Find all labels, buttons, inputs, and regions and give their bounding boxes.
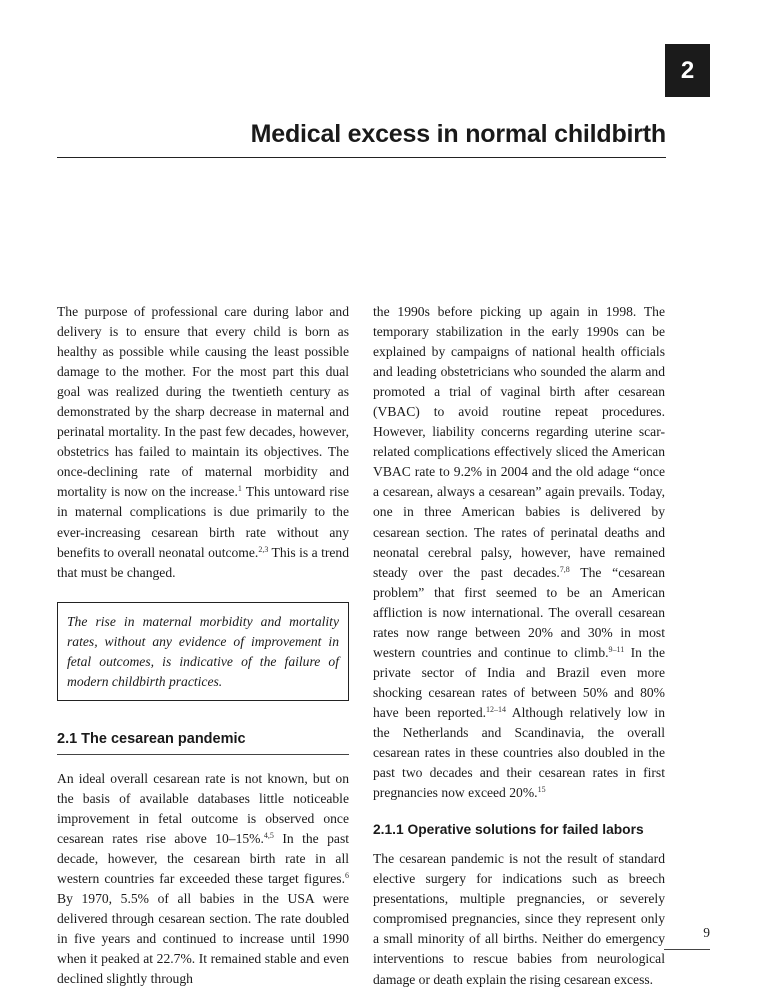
page-number-rule — [664, 949, 710, 950]
reference-marker: 6 — [345, 871, 349, 881]
title-divider — [57, 157, 666, 158]
left-column — [57, 302, 349, 989]
continued-paragraph: the 1990s before picking up again in 1998. The temporary stabilization in the early 1990s can be explained by campaigns of national health officials and leading obstetricians who sounded the alarm and promoted a trial of vaginal birth after cesarean (VBAC) to avoid routine repeat procedures. However, liability concerns regarding uterine scar-related complications effectively sliced the American VBAC rate to 9.2% in 2004 and the old adage “once a cesarean, always a cesarean” again prevails. Today, one in three American babies is delivered by cesarean section. The rates of perinatal deaths and neonatal cerebral palsy, however, have remained steady over the past decades.$^{7,8}$ The “cesarean problem” that first seemed to be an American affliction is now international. The overall cesarean rates now range between 20% and 30% in most western countries and continue to climb.$^{9-11}$ In the private sector of India and Brazil even more shocking cesarean rates of between 50% and 80% have been reported.$^{12-14}$ Although relatively low in the Netherlands and Scandinavia, the overall cesarean rates in these countries also doubled in the past two decades and their cesarean rates in first pregnancies now exceed 20%.$^{15}$ — [373, 304, 665, 801]
section-heading: 2.1 The cesarean pandemic — [57, 729, 349, 755]
reference-marker: 1 — [237, 484, 242, 494]
reference-marker: 12–14 — [486, 704, 507, 714]
reference-marker: 9–11 — [608, 644, 625, 654]
callout-box: The rise in maternal morbidity and mortality rates, without any evidence of improvement in fetal outcomes, is indicative of the failure of modern childbirth practices. — [57, 602, 349, 701]
chapter-number-badge: 2 — [665, 44, 710, 97]
subsection-heading: 2.1.1 Operative solutions for failed labors — [373, 822, 644, 838]
chapter-title: Medical excess in normal childbirth — [250, 120, 666, 148]
section-paragraph: An ideal overall cesarean rate is not known, but on the basis of available databases little noticeable improvement in fetal outcome is observed once cesarean rates rise above 10–15%.$^{4,5}$ In the past decade, however, the cesarean birth rate in all western countries far exceeded these target figures.$^6$ By 1970, 5.5% of all babies in the USA were delivered through cesarean section. The rate doubled in five years and continued to increase until 1990 when it peaked at 22.7%. It remained stable and even declined slightly through — [57, 770, 350, 987]
right-column — [373, 302, 665, 990]
reference-marker: 2,3 — [258, 544, 269, 554]
intro-paragraph: The purpose of professional care during labor and delivery is to ensure that every child is born as healthy as possible while causing the least possible damage to the mother. For the most part this dual goal was realized during the twentieth century as demonstrated by the sharp decrease in maternal and perinatal mortality. In the past few decades, however, obstetrics has failed to maintain its objectives. The once-declining rate of maternal morbidity and mortality is now on the increase.$^1$ This untoward rise in maternal complications is due primarily to the ever-increasing cesarean birth rate without any benefits to overall neonatal outcome.$^{2,3}$ This is a trend that must be changed. — [57, 304, 350, 580]
subsection-paragraph: The cesarean pandemic is not the result of standard elective surgery for indications such as breech presentations, multiple pregnancies, or severely compromised pregnancies, since they represent only a small minority of all births. Neither do emergency interventions to rescue babies from neurological damage or death explain the rising cesarean excess. — [373, 851, 665, 987]
reference-marker: 7,8 — [559, 564, 570, 574]
page-number: 9 — [703, 925, 710, 940]
reference-marker: 15 — [537, 785, 546, 795]
reference-marker: 4,5 — [263, 831, 274, 841]
